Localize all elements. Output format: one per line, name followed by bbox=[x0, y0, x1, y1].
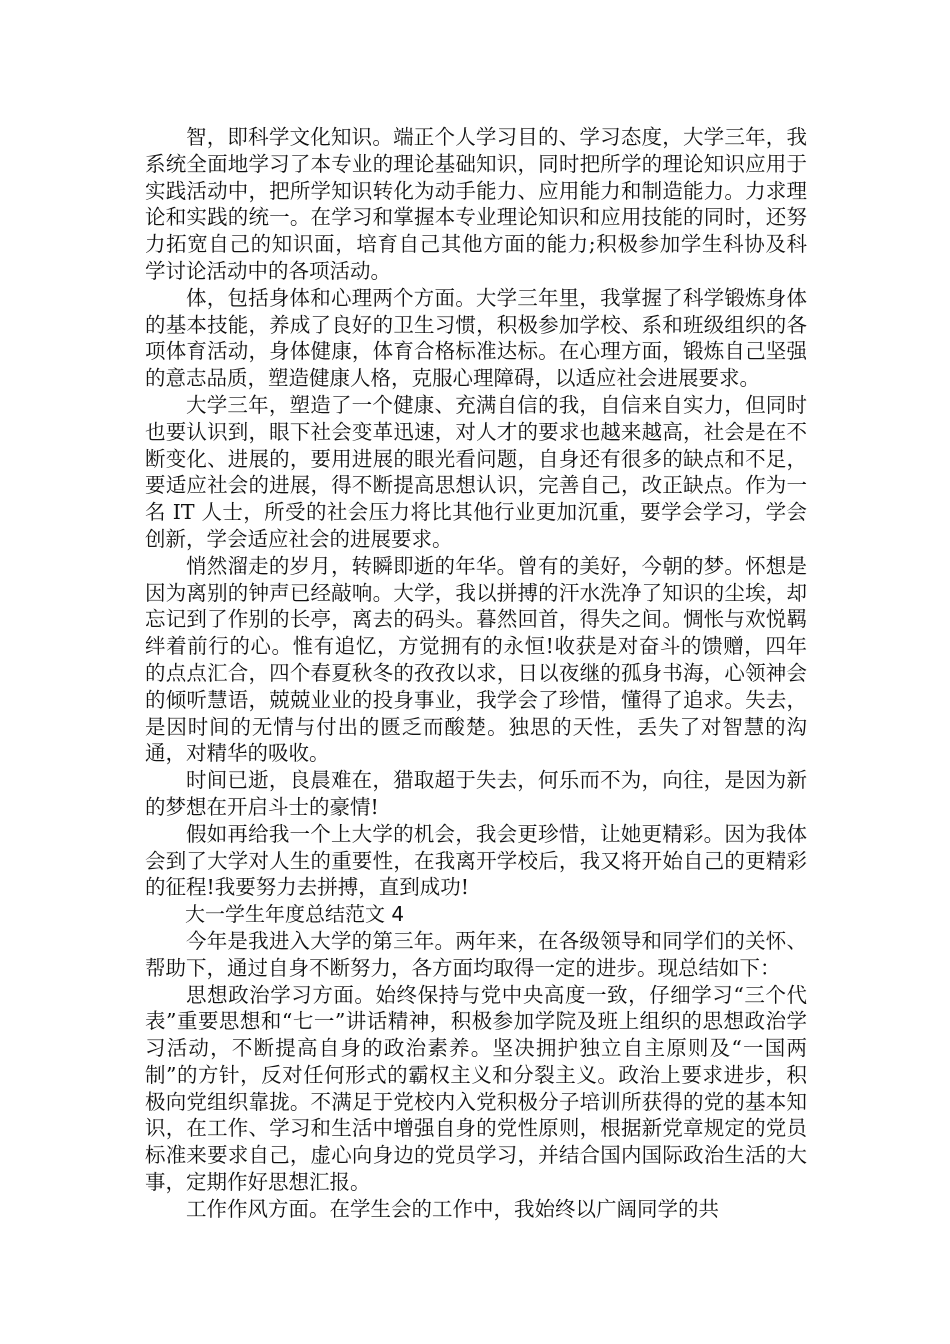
paragraph-time: 时间已逝，良晨难在，猎取超于失去，何乐而不为，向往，是因为新的梦想在开启斗士的豪情! bbox=[145, 768, 807, 819]
paragraph-political-study: 思想政治学习方面。始终保持与党中央高度一致，仔细学习“三个代表”重要思想和“七一”讲话精神，积极参加学院及班上组织的思想政治学习活动，不断提高自身的政治素养。坚决拥护独立自主原则及“一国两制”的方针，反对任何形式的霸权主义和分裂主义。政治上要求进步，积极向党组织靠拢。不满足于党校内入党积极分子培训所获得的党的基本知识，在工作、学习和生活中增强自身的党性原则，根据新党章规定的党员标准来要求自己，虚心向身边的党员学习，并结合国内国际政治生活的大事，定期作好思想汇报。 bbox=[145, 982, 807, 1195]
paragraph-work-style: 工作作风方面。在学生会的工作中，我始终以广阔同学的共 bbox=[186, 1196, 719, 1221]
paragraph-memories: 悄然溜走的岁月，转瞬即逝的年华。曾有的美好，今朝的梦。怀想是因为离别的钟声已经敲响。大学，我以拼搏的汗水洗净了知识的尘埃，却忘记到了作别的长亭，离去的码头。暮然回首，得失之间。惆怅与欢悦羁绊着前行的心。惟有追忆，方觉拥有的永恒!收获是对奋斗的馈赠，四年的点点汇合，四个春夏秋冬的孜孜以求，日以夜继的孤身书海，心领神会的倾听慧语，兢兢业业的投身事业，我学会了珍惜，懂得了追求。失去，是因时间的无情与付出的匮乏而酸楚。独思的天性，丢失了对智慧的沟通，对精华的吸收。 bbox=[145, 553, 807, 766]
paragraph-confidence: 大学三年，塑造了一个健康、充满自信的我，自信来自实力，但同时也要认识到，眼下社会变革迅速，对人才的要求也越来越高，社会是在不断变化、进展的，要用进展的眼光看问题，自身还有很多的缺点和不足，要适应社会的进展，得不断提高思想认识，完善自己，改正缺点。作为一名 IT 人士，所受的社会压力将比其他行业更加沉重，要学会学习，学会创新，学会适应社会的进展要求。 bbox=[145, 392, 807, 551]
paragraph-third-year: 今年是我进入大学的第三年。两年来，在各级领导和同学们的关怀、帮助下，通过自身不断努力，各方面均取得一定的进步。现总结如下： bbox=[145, 928, 807, 980]
paragraph-physical: 体，包括身体和心理两个方面。大学三年里，我掌握了科学锻炼身体的基本技能，养成了良好的卫生习惯，积极参加学校、系和班级组织的各项体育活动，身体健康，体育合格标准达标。在心理方面，锻炼自己坚强的意志品质，塑造健康人格，克服心理障碍，以适应社会进展要求。 bbox=[145, 285, 807, 391]
paragraph-intellect: 智，即科学文化知识。端正个人学习目的、学习态度，大学三年，我系统全面地学习了本专业的理论基础知识，同时把所学的理论知识应用于实践活动中，把所学知识转化为动手能力、应用能力和制造能力。力求理论和实践的统一。在学习和掌握本专业理论知识和应用技能的同时，还努力拓宽自己的知识面，培育自己其他方面的能力;积极参加学生科协及科学讨论活动中的各项活动。 bbox=[145, 125, 807, 283]
paragraph-another-chance: 假如再给我一个上大学的机会，我会更珍惜，让她更精彩。因为我体会到了大学对人生的重要性，在我离开学校后，我又将开始自己的更精彩的征程!我要努力去拼搏，直到成功! bbox=[145, 821, 807, 900]
section-heading: 大一学生年度总结范文 4 bbox=[185, 902, 405, 927]
document-body bbox=[145, 124, 807, 1223]
